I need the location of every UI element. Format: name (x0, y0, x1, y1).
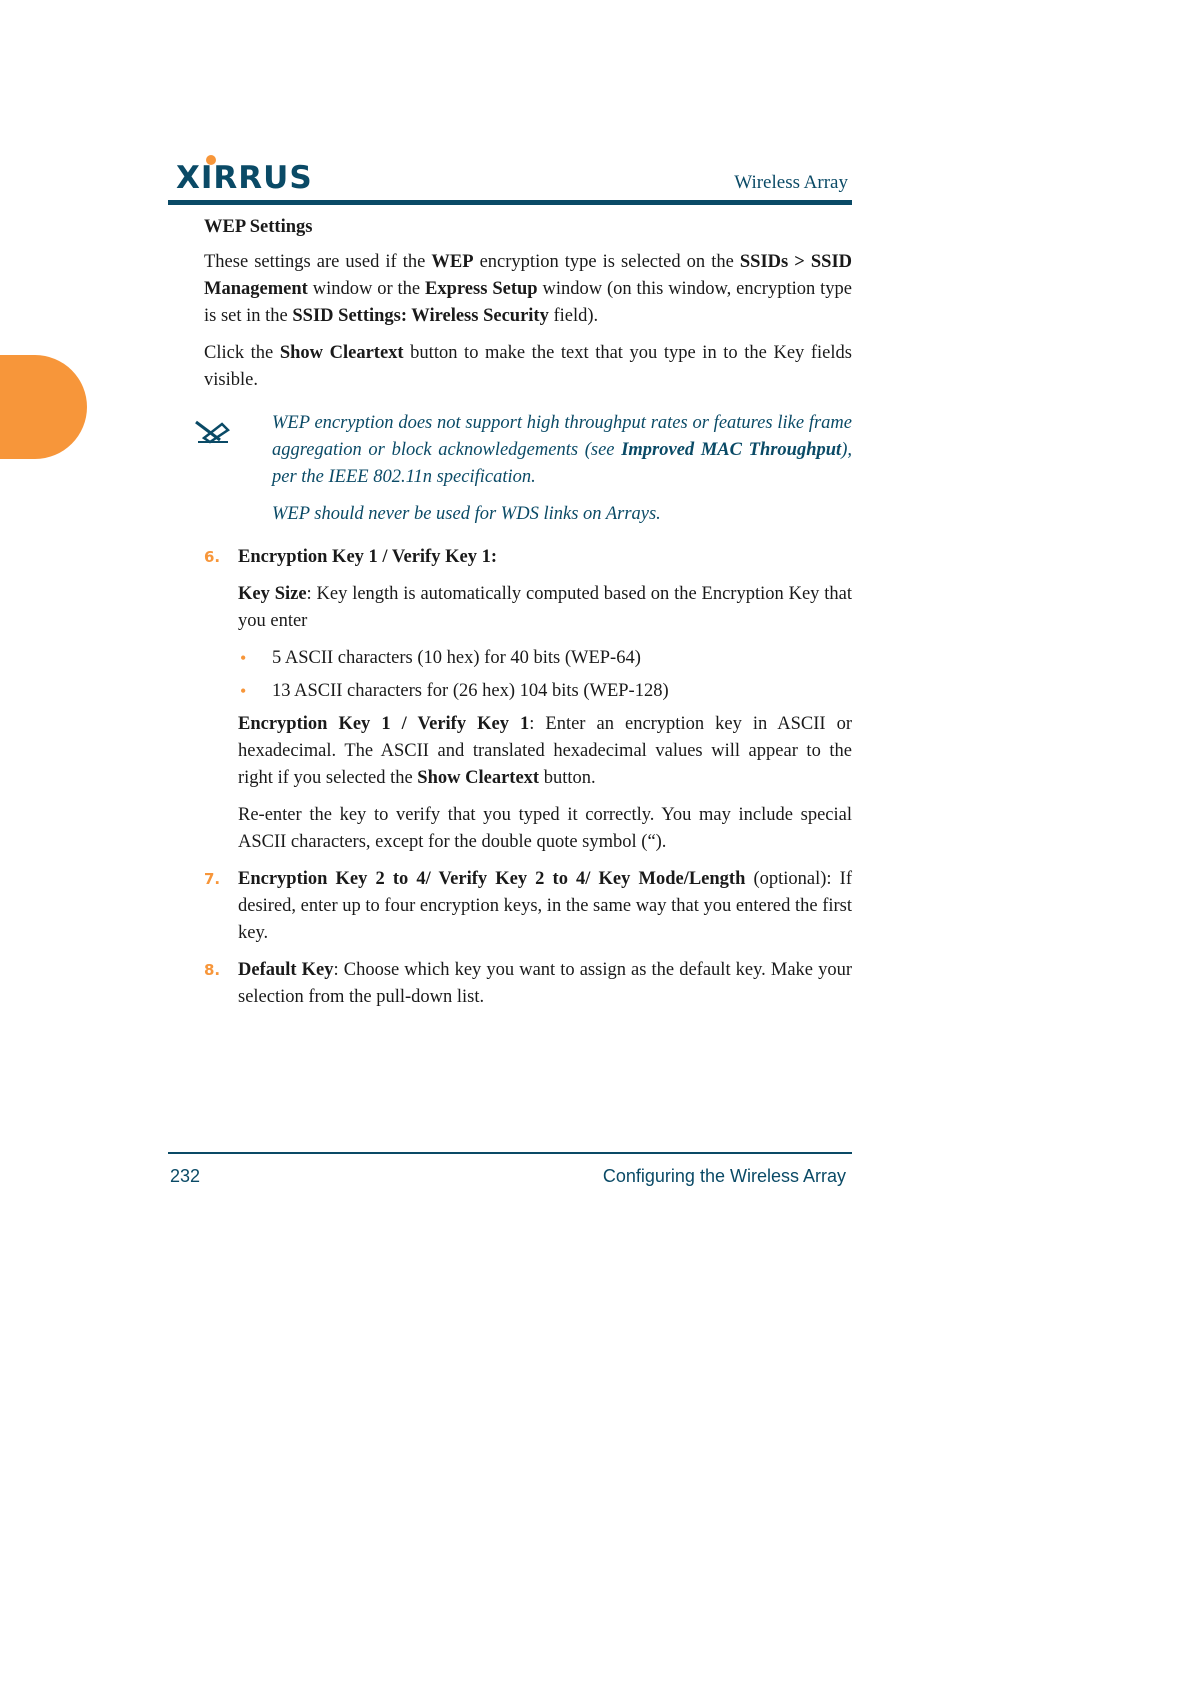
page-number: 232 (170, 1166, 201, 1186)
encryption-key-paragraph: Encryption Key 1 / Verify Key 1: Enter an encryption key in ASCII or hexadecimal. The ASCII and translated hexadecimal values will appear to the right if you selected the Show Cleartext button. (238, 714, 852, 788)
footer-rule (168, 1152, 852, 1154)
page-header (168, 150, 852, 206)
step-number: 8. (204, 961, 221, 979)
list-item: • 13 ASCII characters for (26 hex) 104 bits (WEP-128) (238, 678, 852, 705)
step-number: 7. (204, 870, 221, 888)
step-7 (204, 866, 852, 947)
key-size-paragraph: Key Size: Key length is automatically computed based on the Encryption Key that you enter (238, 584, 852, 631)
note-block (204, 410, 852, 528)
step-number: 6. (204, 548, 221, 566)
header-rule (168, 200, 852, 205)
note-paragraph-1: WEP encryption does not support high throughput rates or features like frame aggregation or block acknowledgements (see Improved MAC Throughput), per the IEEE 802.11n specification. (272, 413, 852, 487)
note-paragraph-2: WEP should never be used for WDS links on Arrays. (272, 504, 661, 524)
section-title: WEP Settings (204, 217, 313, 237)
chapter-tab (0, 355, 87, 459)
show-cleartext-paragraph: Click the Show Cleartext button to make the text that you type in to the Key fields visible. (204, 343, 852, 390)
key-size-bullets (238, 645, 852, 705)
list-item: • 5 ASCII characters (10 hex) for 40 bits (WEP-64) (238, 645, 852, 672)
reenter-paragraph: Re-enter the key to verify that you typed it correctly. You may include special ASCII characters, except for the double quote symbol (“). (238, 805, 852, 852)
xirrus-logo: XIRRUS (176, 160, 313, 196)
step-6 (204, 544, 852, 856)
wep-intro-paragraph: These settings are used if the WEP encryption type is selected on the SSIDs > SSID Management window or the Express Setup window (on this window, encryption type is set in the SSID Settings: Wireless Security field). (204, 252, 853, 326)
page-content (204, 214, 852, 1021)
header-title: Wireless Array (734, 172, 848, 193)
step-paragraph: Default Key: Choose which key you want to assign as the default key. Make your selection from the pull-down list. (238, 960, 852, 1007)
chapter-title: Configuring the Wireless Array (602, 1166, 846, 1186)
step-paragraph: Encryption Key 2 to 4/ Verify Key 2 to 4/ Key Mode/Length (optional): If desired, enter up to four encryption keys, in the same way that you entered the first key. (238, 869, 852, 943)
step-8 (204, 957, 852, 1011)
steps-list (204, 544, 852, 1011)
note-pencil-icon (192, 416, 232, 446)
page-footer (168, 1152, 852, 1192)
step-heading: Encryption Key 1 / Verify Key 1: (238, 547, 497, 567)
